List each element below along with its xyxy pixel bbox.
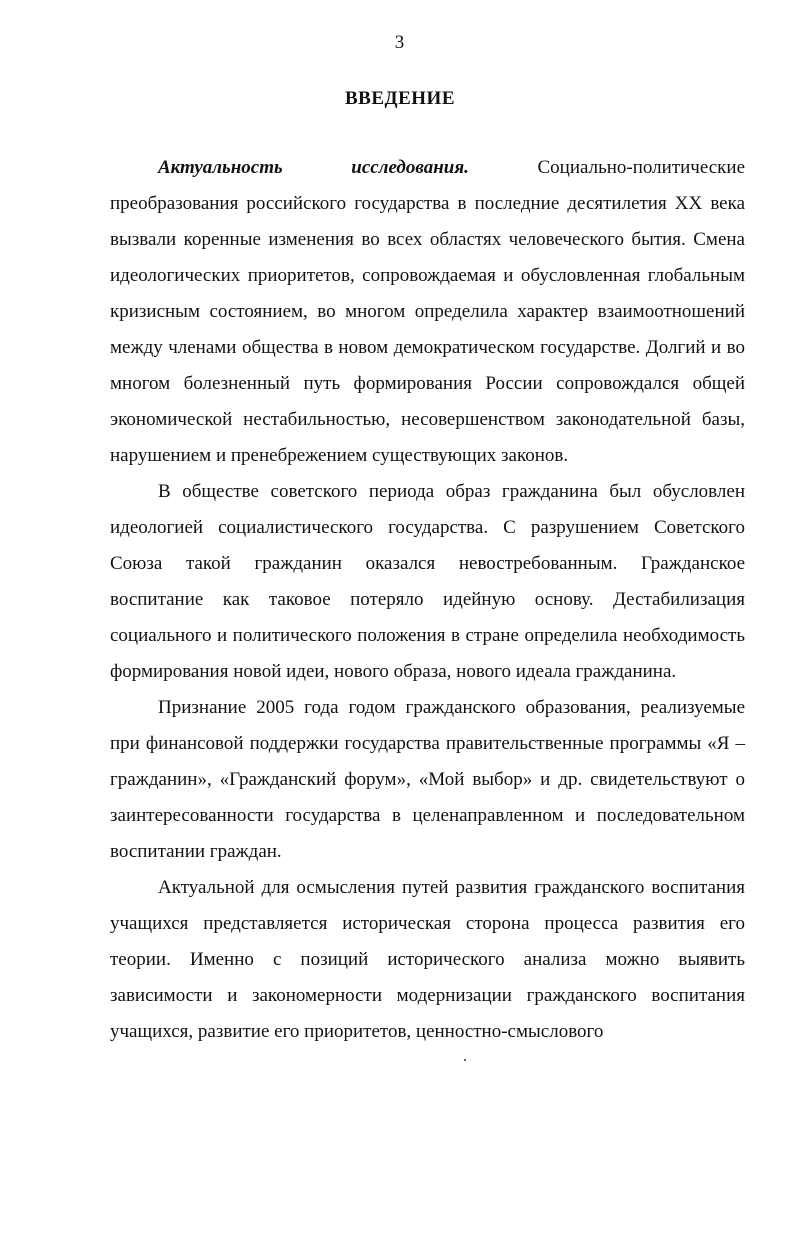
scan-artifact-dot xyxy=(464,1059,466,1061)
page-title: ВВЕДЕНИЕ xyxy=(345,88,455,109)
paragraph-relevance xyxy=(110,150,745,474)
paragraph-text: Социально-политические преобразования российского государства в последние десятилетия XX века вызвали коренные изменения во всех областях человеческого бытия. Смена идеологических приоритетов, сопровождаемая и обусловленная глобальным кризисным состоянием, во многом определила характер взаимоотношений между членами общества в новом демократическом государстве. Долгий и во многом болезненный путь формирования России сопровождался общей экономической нестабильностью, несовершенством законодательной базы, нарушением и пренебрежением существующих законов. xyxy=(110,157,746,466)
paragraph-civic-education-year: Признание 2005 года годом гражданского образования, реализуемые при финансовой поддержки государства правительственные программы «Я – гражданин», «Гражданский форум», «Мой выбор» и др. свидетельствуют о заинтересованности государства в целенаправленном и последовательном воспитании граждан. xyxy=(110,697,745,862)
paragraph-soviet-period: В обществе советского периода образ гражданина был обусловлен идеологией социалистического государства. С разрушением Советского Союза такой гражданин оказался невостребованным. Гражданское воспитание как таковое потеряло идейную основу. Дестабилизация социального и политического положения в стране определила необходимость формирования новой идеи, нового образа, нового идеала гражданина. xyxy=(110,481,745,682)
paragraph-historical-analysis: Актуальной для осмысления путей развития гражданского воспитания учащихся представляется историческая сторона процесса развития его теории. Именно с позиций исторического анализа можно выявить зависимости и закономерности модернизации гражданского воспитания учащихся, развитие его приоритетов, ценностно-смыслового xyxy=(110,877,745,1042)
document-body xyxy=(110,150,745,1050)
paragraph-lead: Актуальность исследования. xyxy=(158,157,469,178)
page-number: 3 xyxy=(394,32,405,53)
